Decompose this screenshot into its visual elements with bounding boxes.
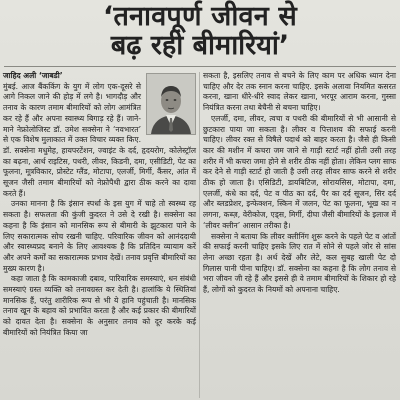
portrait-image xyxy=(147,74,195,134)
byline: जाहिद अली ‘जाबडी’ xyxy=(3,71,63,80)
headline-line-1: ‘तनावपूर्ण जीवन से xyxy=(103,1,297,32)
left-paragraph-2: उनका मानना है कि इंसान स्पर्धा के इस युग में चाहे तो स्वस्थ्य रह सकता है। सफलता की कुंजी कुदरत ने उसे दे रखी है। सक्सेना का कहना है कि इंसान को मानसिक रूप से बीमारी के झुटकारा पाने के लिए सकारात्मक सोच रखनी चाहिए. परिवारिक जीवन को आनंददायी और स्वास्थ्यप्रद बनाने के लिए आवश्यक है कि प्रतिदिन व्यायाम करें और अपने कर्मों का सकारात्मक प्रभाव देखें। तनाव प्रवृत्ति बीमारियों का मुख्य कारण है। xyxy=(3,199,196,273)
left-paragraph-3: कहा जाता है कि कामकाजी दबाव, पारिवारिक समस्याएं, धन संबंधी समस्याएं ग्रस्त व्यक्ति को तनावग्रस्त कर देती है। हालांकि ये स्थितियां मानसिक हैं, परंतु शारीरिक रूप से भी ये हानि पहुंचाती है। मानसिक तनाव खून के बहाव को प्रभावित करता है और कई प्रकार की बीमारियों को दावत देता है। सक्सेना के अनुसार तनाव को दूर करके कई बीमारियों को नियंत्रित किया जा xyxy=(3,274,196,337)
headline-line-2: बढ़ रही बीमारियां’ xyxy=(110,30,290,62)
article-column-right xyxy=(203,71,396,296)
right-paragraph-2: एलर्जी, दमा, लीवर, त्वचा व पथरी की बीमारियों से भी आसानी से छुटकारा पाया जा सकता है। लीवर व पित्ताशय की सफाई करनी चाहिए। लीवर रक्त से विषैले पदार्थ को बाहर करता है। जैसे ही किसी कार की मशीन में कचरा जम जाने से गाड़ी स्टार्ट नहीं होती उसी तरह शरीर में भी कचरा जमा होने से शरीर ठीक नहीं होता। लेकिन प्लग साफ कर देने से गाड़ी स्टार्ट हो जाती है उसी तरह लीवर साफ करने से शरीर ठीक हो जाता है। एसिडिटी, डायबिटिज, सोरायसिस, मोटापा, दमा, एलर्जी, कंधे का दर्द, पेट व पीठ का दर्द, पैर का दर्द सूजन, सिर दर्द और ब्लडप्रेशर, इन्फेक्शन, स्किन में जलन, पेट का फूलना, भूख का न लगना, कब्ज़, वेरीकोज, एड्स, मिर्गी, दीघा जैसी बीमारियों के इलाज में ‘लीवर क्लीन’ आसान तरीका है। xyxy=(203,113,396,230)
doctor-portrait-photo xyxy=(146,73,196,135)
right-paragraph-3: सक्सेना ने बताया कि लीवर क्लीनिंग शुरू करने के पहले पेट व आंतों की सफाई करनी चाहिए इसके लिए रात में सोने से पहले जोर से सांस लेना अच्छा रहता है। अर्थ देखें और लेटे, कल सुबह खाली पेट दो गिलास पानी पीना चाहिए। डॉ. सक्सेना का कहना है कि लोग तनाव से भरा जीवन जी रहे हैं और इससे ही वे तमाम बीमारियों के शिकार हो रहे हैं, लोगों को कुदरत के नियमों को अपनाना चाहिए. xyxy=(203,231,396,295)
headline xyxy=(0,2,400,60)
headline-rule xyxy=(4,66,396,67)
left-paragraph-1: मुंबई. आज बैंककिंग के युग में लोग एक-दूसरे से आगे निकल जाने की होड़ में लगे है। भागदौड़ और तनाव के कारण तमाम बीमारियों को लोग आमंत्रित कर रहे हैं और अपना स्वास्थ्य बिगाड़ रहे हैं। जाने-माने नेफ्रोलोजिस्ट डॉ. उमेश सक्सेना ने ‘नवभारत’ से एक विशेष मुलाकात में उक्त विचार व्यक्त किए. डॉ. सक्सेना मधुमेह, हायपरटेंशन, ज्वाइंट के दर्द, हृदयरोग, कोलेस्ट्रॉल का बढ़ना, आर्थ राइटिस, पथरी, लीवर, किडनी, दमा, एसीडिटी, पेट का फूलना, मूत्रविकार, प्रोस्टेट ग्लैंड, मोटापा, एलर्जी, मिर्गी, कैंसर, आंत में सूजन जैसी तमाम बीमारियों को नेफ्रोपैथी द्वारा ठीक करने का दावा करते हैं। xyxy=(3,81,196,198)
column-divider xyxy=(199,72,200,398)
right-paragraph-1: सकता है, इसलिए तनाव से बचने के लिए काम पर अधिक ध्यान देना चाहिए और देर तक स्नान करना चाहिए. इसके अलावा नियमित कसरत करना, खाना धीरे-धीरे स्वाद लेकर खाना, भरपूर आराम करना, गुस्सा नियंत्रित करना तथा बेचैनी से बचना चाहिए। xyxy=(203,71,396,113)
article-column-left xyxy=(3,71,196,339)
